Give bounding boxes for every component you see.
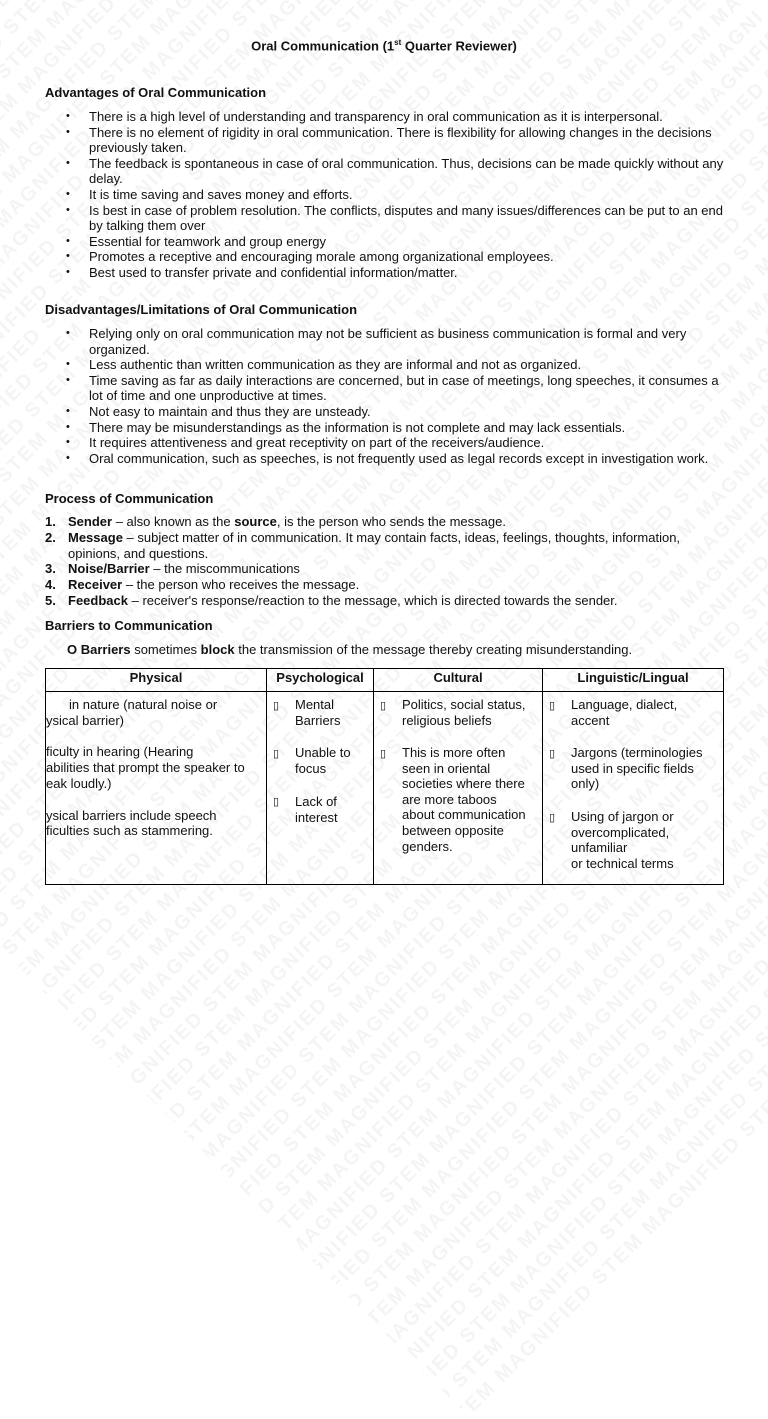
item-number: 5. (45, 592, 56, 608)
physical-text: ysical barriers include speech (46, 808, 217, 823)
checkbox-icon: ▯ (273, 748, 280, 760)
cell-psychological (267, 692, 374, 885)
linguistic-item (571, 697, 677, 728)
item-line: about communication (402, 807, 526, 823)
list-item: • Relying only on oral communication may not be sufficient as business communication is formal and very organized. (0, 326, 729, 357)
barriers-intro (67, 642, 632, 657)
item-line: are more taboos (402, 791, 497, 807)
cell-cultural (374, 692, 543, 885)
item-line: This is more often (402, 745, 506, 760)
physical-text: in nature (natural noise or (69, 697, 218, 712)
item-line: focus (295, 760, 327, 776)
checkbox-icon: ▯ (273, 700, 280, 712)
item-number: 4. (45, 577, 56, 593)
title-sup: st (394, 38, 402, 47)
checkbox-icon: ▯ (549, 700, 556, 712)
physical-text: ficulties such as stammering. (46, 823, 213, 838)
item-number: 2. (45, 529, 56, 545)
barriers-heading: Barriers to Communication (45, 618, 213, 633)
item-line: Politics, social status, (402, 697, 526, 712)
item-text-rest: , is the person who sends the message. (276, 514, 506, 529)
list-item: • There may be misunderstandings as the information is not complete and may lack essentials. (0, 420, 729, 436)
list-item: • Less authentic than written communication as they are informal and not as organized. (0, 357, 729, 373)
item-line: Barriers (295, 712, 341, 728)
item-text: – receiver's response/reaction to the message, which is directed towards the sender. (127, 592, 618, 608)
item-line: Mental (295, 697, 335, 712)
process-heading: Process of Communication (45, 491, 214, 506)
list-item: • There is a high level of understanding and transparency in oral communication as it is interpersonal. (0, 109, 729, 125)
process-item (45, 561, 728, 577)
advantages-heading: Advantages of Oral Communication (45, 85, 267, 100)
item-line: interest (295, 809, 338, 825)
list-item: • Promotes a receptive and encouraging morale among organizational employees. (0, 249, 729, 265)
table-header-row (46, 669, 724, 692)
list-item: • The feedback is spontaneous in case of oral communication. Thus, decisions can be made quickly without any delay. (0, 156, 729, 187)
item-line: Language, dialect, (571, 697, 678, 712)
list-item: • Oral communication, such as speeches, is not frequently used as legal records except in investigation work. (0, 451, 729, 467)
item-text: – subject matter of in communication. It may contain facts, ideas, feelings, thoughts, information, opinions, and questions. (68, 529, 681, 561)
header-psychological: Psychological (267, 669, 374, 692)
item-text: – the person who receives the message. (122, 577, 360, 593)
item-line: Unable to (295, 745, 351, 760)
process-list (45, 514, 728, 609)
item-line: seen in oriental (402, 760, 491, 776)
list-item: • Not easy to maintain and thus they are unsteady. (0, 404, 729, 420)
title-main: Oral Communication (1 (251, 38, 395, 54)
item-line: societies where there (402, 776, 525, 792)
list-item: • It is time saving and saves money and efforts. (0, 187, 729, 203)
list-item: • Is best in case of problem resolution. The conflicts, disputes and many issues/differences can be put to an end by talking them over (0, 203, 729, 234)
intro-text: sometimes (130, 642, 201, 657)
disadvantages-list (0, 326, 729, 466)
list-item: • Time saving as far as daily interactions are concerned, but in case of meetings, long speeches, it consumes a lot of time and one unproductive at times. (0, 373, 729, 404)
page-title (0, 38, 768, 53)
cultural-item (402, 745, 526, 854)
item-line: Lack of (295, 794, 337, 809)
checkbox-icon: ▯ (380, 748, 387, 760)
process-item (45, 514, 728, 530)
item-text: – also known as the (112, 514, 235, 529)
item-term-2: source (234, 514, 277, 529)
checkbox-icon: ▯ (549, 748, 556, 760)
checkbox-icon: ▯ (380, 700, 387, 712)
item-term: Receiver (68, 577, 123, 593)
item-term: Message (68, 529, 123, 545)
process-item (45, 530, 728, 562)
process-item (45, 593, 728, 609)
header-linguistic: Linguistic/Lingual (543, 669, 724, 692)
item-line: unfamiliar (571, 840, 628, 856)
physical-text: ficulty in hearing (Hearing (46, 744, 194, 759)
item-line: overcomplicated, (571, 824, 670, 840)
item-term: Sender (68, 514, 113, 529)
disadvantages-heading: Disadvantages/Limitations of Oral Communication (45, 302, 358, 317)
psych-item (295, 745, 351, 776)
intro-bold-2: block (200, 642, 235, 657)
linguistic-item (571, 809, 674, 871)
item-number: 3. (45, 561, 56, 577)
cell-physical (46, 692, 267, 885)
title-rest: Quarter Reviewer) (401, 38, 517, 54)
item-line: religious beliefs (402, 712, 492, 728)
item-line: Jargons (terminologies (571, 745, 703, 760)
item-line: genders. (402, 838, 453, 854)
checkbox-icon: ▯ (549, 812, 556, 824)
item-term: Feedback (68, 592, 128, 608)
item-line: or technical terms (571, 855, 674, 871)
intro-bold: O Barriers (67, 642, 131, 657)
process-item (45, 577, 728, 593)
header-cultural: Cultural (374, 669, 543, 692)
list-item: • There is no element of rigidity in oral communication. There is flexibility for allowing changes in the decisions previously taken. (0, 125, 729, 156)
cultural-item (402, 697, 526, 728)
checkbox-icon: ▯ (273, 796, 280, 808)
item-line: only) (571, 776, 600, 792)
list-item: • Essential for teamwork and group energy (0, 234, 729, 250)
table-row (46, 692, 724, 885)
physical-text: eak loudly.) (46, 776, 112, 791)
psych-item (295, 697, 341, 728)
physical-text: ysical barrier) (46, 713, 125, 728)
item-line: accent (571, 712, 610, 728)
item-term: Noise/Barrier (68, 561, 150, 577)
list-item: • It requires attentiveness and great receptivity on part of the receivers/audience. (0, 435, 729, 451)
barriers-table (45, 668, 724, 885)
cell-linguistic (543, 692, 724, 885)
advantages-list (0, 109, 729, 281)
psych-item (295, 794, 338, 825)
item-text: – the miscommunications (149, 561, 300, 577)
item-line: Using of jargon or (571, 809, 674, 824)
item-number: 1. (45, 514, 56, 529)
item-line: used in specific fields (571, 760, 694, 776)
list-item: • Best used to transfer private and confidential information/matter. (0, 265, 729, 281)
physical-text: abilities that prompt the speaker to (46, 760, 245, 775)
item-line: between opposite (402, 822, 504, 838)
linguistic-item (571, 745, 703, 792)
intro-text-rest: the transmission of the message thereby creating misunderstanding. (234, 642, 633, 657)
header-physical: Physical (46, 669, 267, 692)
